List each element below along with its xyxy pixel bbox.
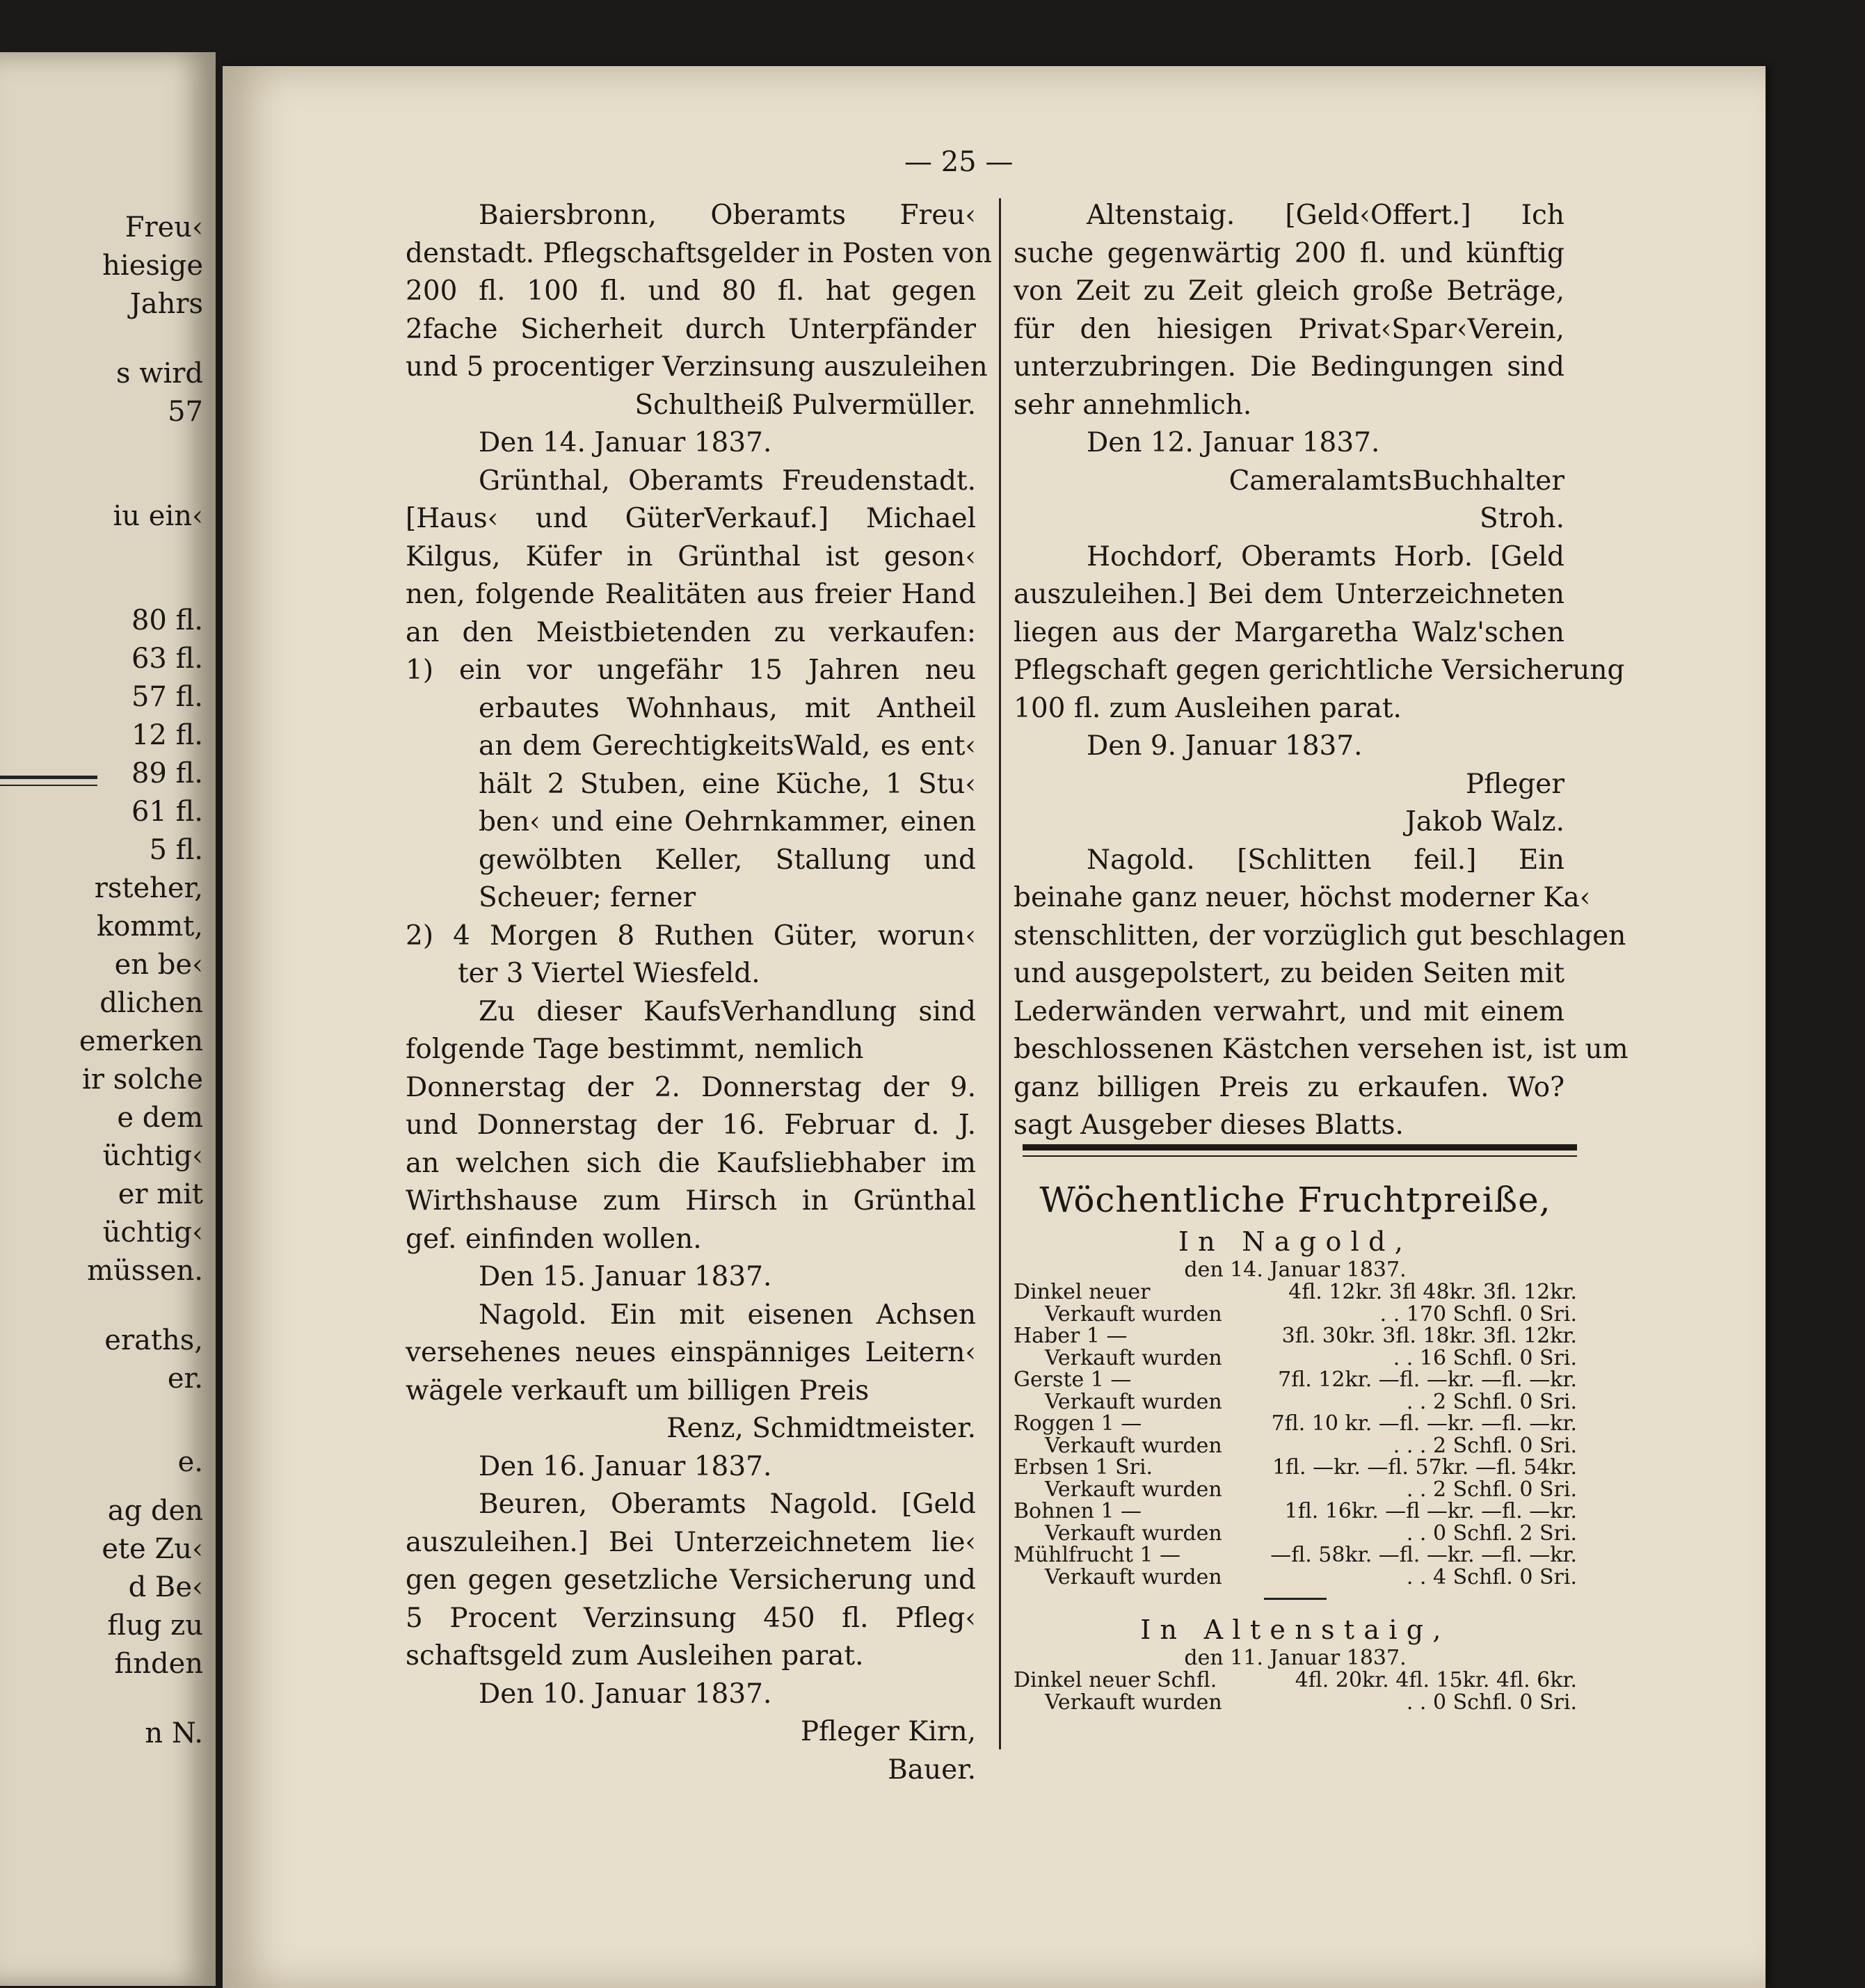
price-row-value: . . . 2 Schfl. 0 Sri. (1393, 1433, 1577, 1458)
text-line: an den Meistbietenden zu verkaufen: (406, 616, 976, 648)
text-line: suche gegenwärtig 200 fl. und künftig (1014, 237, 1564, 269)
left-fragment-line: en be‹ (114, 949, 203, 981)
prices-separator (1264, 1598, 1327, 1600)
price-row (1014, 1281, 1577, 1304)
price-row-label: Verkauft wurden (1045, 1564, 1222, 1589)
text-line: hält 2 Stuben, eine Küche, 1 Stu‹ (479, 768, 976, 800)
text-line: Den 10. Januar 1837. (479, 1678, 772, 1710)
price-row (1014, 1544, 1577, 1566)
price-row-label: Verkauft wurden (1045, 1301, 1222, 1326)
price-row (1014, 1369, 1577, 1391)
text-line: Jakob Walz. (1405, 806, 1564, 837)
left-page-rule (0, 776, 97, 779)
left-fragment-line: d Be‹ (128, 1571, 203, 1603)
left-fragment-line: emerken (79, 1025, 203, 1057)
text-line: 100 fl. zum Ausleihen parat. (1014, 692, 1402, 724)
price-row-value: . . 170 Schfl. 0 Sri. (1379, 1301, 1577, 1326)
price-row (1014, 1325, 1577, 1347)
price-row (1014, 1692, 1577, 1714)
text-line: 2fache Sicherheit durch Unterpfänder (406, 313, 976, 345)
left-fragment-line: finden (114, 1648, 203, 1680)
price-row-label: Mühlfrucht 1 — (1014, 1543, 1181, 1567)
prices-place-nagold: In Nagold, (1178, 1226, 1413, 1257)
price-row-value: . . 16 Schfl. 0 Sri. (1393, 1345, 1577, 1370)
price-row (1014, 1479, 1577, 1501)
prices-title: Wöchentliche Fruchtpreiße, (1039, 1180, 1551, 1220)
price-row-label: Haber 1 — (1014, 1324, 1128, 1348)
text-line: Wirthshause zum Hirsch in Grünthal (406, 1185, 976, 1217)
left-fragment-line: rsteher, (94, 872, 203, 904)
price-row-value: . . 0 Schfl. 2 Sri. (1406, 1521, 1577, 1546)
left-fragment-line: ete Zu‹ (102, 1533, 203, 1565)
price-row (1014, 1566, 1577, 1589)
column-right (1014, 197, 1628, 1145)
text-line: Scheuer; ferner (479, 882, 696, 913)
text-line: und Donnerstag der 16. Februar d. J. (406, 1109, 976, 1141)
text-line: Altenstaig. [Geld‹Offert.] Ich (1087, 200, 1564, 231)
price-row-value: 1fl. —kr. —fl. 57kr. —fl. 54kr. (1272, 1455, 1577, 1480)
text-line: Beuren, Oberamts Nagold. [Geld (479, 1489, 976, 1520)
price-row (1014, 1391, 1577, 1413)
text-line: Nagold. Ein mit eisenen Achsen (479, 1299, 976, 1331)
text-line: Den 9. Januar 1837. (1087, 730, 1363, 762)
text-line: sagt Ausgeber dieses Blatts. (1014, 1109, 1404, 1141)
text-line: nen, folgende Realitäten aus freier Hand (406, 579, 976, 610)
text-line: denstadt. Pflegschaftsgelder in Posten von (406, 237, 992, 269)
text-line: stenschlitten, der vorzüglich gut beschlagen (1014, 920, 1626, 952)
text-line: für den hiesigen Privat‹Spar‹Verein, (1014, 313, 1564, 345)
text-line: Stroh. (1479, 503, 1564, 534)
left-fragment-line: ir solche (82, 1064, 203, 1096)
left-fragment-line: iu ein‹ (113, 500, 203, 532)
prices-date-altenstaig: den 11. Januar 1837. (1184, 1646, 1407, 1670)
left-page-fragment (0, 52, 216, 1986)
text-line: beschlossenen Kästchen versehen ist, ist um (1014, 1034, 1628, 1065)
price-row-value: 7fl. 12kr. —fl. —kr. —fl. —kr. (1278, 1368, 1577, 1392)
price-row (1014, 1669, 1577, 1692)
left-fragment-line: 89 fl. (131, 757, 203, 789)
text-line: erbautes Wohnhaus, mit Antheil (479, 692, 976, 724)
left-fragment-line: 61 fl. (131, 796, 203, 828)
price-row (1014, 1500, 1577, 1523)
text-line: versehenes neues einspänniges Leitern‹ (406, 1337, 976, 1368)
prices-rows-nagold (1014, 1281, 1577, 1588)
price-row (1014, 1523, 1577, 1545)
price-row-label: Verkauft wurden (1045, 1477, 1222, 1502)
text-line: ben‹ und eine Oehrnkammer, einen (479, 806, 976, 837)
left-fragment-line: 12 fl. (131, 719, 203, 751)
left-fragment-line: eraths, (104, 1324, 203, 1356)
grain-price-table (1014, 1176, 1577, 1713)
text-line: Pfleger (1465, 768, 1564, 800)
text-line: Pfleger Kirn, (800, 1716, 976, 1747)
price-row-label: Verkauft wurden (1045, 1521, 1222, 1546)
text-line: auszuleihen.] Bei Unterzeichnetem lie‹ (406, 1526, 976, 1558)
text-line: schaftsgeld zum Ausleihen parat. (406, 1640, 864, 1672)
text-line: folgende Tage bestimmt, nemlich (406, 1034, 864, 1065)
left-fragment-line: s wird (116, 358, 203, 390)
price-row-label: Erbsen 1 Sri. (1014, 1455, 1153, 1480)
text-line: [Haus‹ und GüterVerkauf.] Michael (406, 503, 976, 534)
price-row-label: Dinkel neuer Schfl. (1014, 1668, 1217, 1692)
price-row-value: . . 4 Schfl. 0 Sri. (1406, 1564, 1577, 1589)
price-row-label: Gerste 1 — (1014, 1368, 1132, 1392)
left-fragment-line: flug zu (107, 1610, 203, 1642)
text-line: Kilgus, Küfer in Grünthal ist geson‹ (406, 540, 976, 572)
text-line: Bauer. (888, 1754, 976, 1786)
price-row-label: Verkauft wurden (1045, 1433, 1222, 1458)
text-line: an dem GerechtigkeitsWald, es ent‹ (479, 730, 976, 762)
left-fragment-line: Jahrs (129, 288, 203, 320)
price-row-value: —fl. 58kr. —fl. —kr. —fl. —kr. (1270, 1543, 1577, 1567)
left-fragment-line: er mit (118, 1178, 203, 1210)
prices-rows-altenstaig (1014, 1669, 1577, 1713)
prices-place-altenstaig: In Altenstaig, (1140, 1614, 1450, 1645)
text-line: Nagold. [Schlitten feil.] Ein (1087, 844, 1564, 876)
text-line: beinahe ganz neuer, höchst moderner Ka‹ (1014, 882, 1591, 913)
left-fragment-line: e dem (117, 1102, 203, 1134)
left-fragment-line: 80 fl. (131, 604, 203, 636)
price-row-value: . . 0 Schfl. 0 Sri. (1406, 1690, 1577, 1715)
price-row-value: 7fl. 10 kr. —fl. —kr. —fl. —kr. (1271, 1411, 1577, 1436)
prices-date-nagold: den 14. Januar 1837. (1184, 1258, 1407, 1282)
text-line: und 5 procentiger Verzinsung auszuleihen (406, 351, 988, 383)
text-line: 1) ein vor ungefähr 15 Jahren neu (406, 655, 976, 686)
price-row-value: . . 2 Schfl. 0 Sri. (1406, 1389, 1577, 1414)
section-rule (1023, 1144, 1577, 1151)
text-line: Hochdorf, Oberamts Horb. [Geld (1087, 540, 1564, 572)
text-line: Den 12. Januar 1837. (1087, 427, 1380, 458)
price-row-value: . . 2 Schfl. 0 Sri. (1406, 1477, 1577, 1502)
left-fragment-line: n N. (145, 1717, 203, 1749)
left-fragment-line: müssen. (87, 1255, 203, 1287)
price-row-value: 4fl. 12kr. 3fl 48kr. 3fl. 12kr. (1288, 1280, 1577, 1304)
text-line: 2) 4 Morgen 8 Ruthen Güter, worun‹ (406, 920, 976, 952)
left-fragment-line: hiesige (102, 250, 203, 282)
left-fragment-line: Freu‹ (125, 211, 203, 243)
text-line: 200 fl. 100 fl. und 80 fl. hat gegen (406, 275, 976, 307)
text-line: gef. einfinden wollen. (406, 1223, 702, 1255)
text-line: ganz billigen Preis zu erkaufen. Wo? (1014, 1071, 1564, 1103)
left-fragment-line: 57 (168, 396, 203, 428)
text-line: gewölbten Keller, Stallung und (479, 844, 976, 876)
text-line: Baiersbronn, Oberamts Freu‹ (479, 200, 976, 231)
price-row (1014, 1347, 1577, 1370)
text-line: von Zeit zu Zeit gleich große Beträge, (1014, 275, 1564, 307)
left-fragment-line: üchtig‹ (102, 1140, 203, 1172)
text-line: Donnerstag der 2. Donnerstag der 9. (406, 1071, 976, 1103)
left-fragment-line: üchtig‹ (102, 1217, 203, 1249)
left-fragment-line: kommt, (97, 911, 203, 943)
text-line: an welchen sich die Kaufsliebhaber im (406, 1147, 976, 1179)
left-fragment-line: e. (177, 1446, 203, 1478)
left-fragment-line: er. (167, 1363, 203, 1395)
column-divider (999, 198, 1001, 1749)
text-line: CameralamtsBuchhalter (1228, 465, 1564, 497)
price-row (1014, 1457, 1577, 1479)
left-fragment-line: 5 fl. (149, 834, 203, 866)
left-fragment-line: dlichen (99, 987, 203, 1019)
price-row-value: 3fl. 30kr. 3fl. 18kr. 3fl. 12kr. (1281, 1324, 1577, 1348)
text-line: liegen aus der Margaretha Walz'schen (1014, 616, 1564, 648)
column-left (406, 197, 992, 1789)
price-row-value: 4fl. 20kr. 4fl. 15kr. 4fl. 6kr. (1295, 1668, 1577, 1692)
left-page-rule-thin (0, 785, 97, 786)
text-line: ter 3 Viertel Wiesfeld. (458, 958, 760, 989)
left-fragment-line: ag den (107, 1495, 203, 1527)
text-line: gen gegen gesetzliche Versicherung und (406, 1564, 976, 1596)
price-row (1014, 1301, 1577, 1326)
left-fragment-line: 63 fl. (131, 643, 203, 675)
text-line: Pflegschaft gegen gerichtliche Versicherung (1014, 655, 1625, 686)
page-number: — 25 — (904, 146, 1014, 178)
section-rule-thin (1023, 1155, 1577, 1157)
text-line: 5 Procent Verzinsung 450 fl. Pfleg‹ (406, 1602, 976, 1634)
text-line: wägele verkauft um billigen Preis (406, 1374, 870, 1406)
text-line: Renz, Schmidtmeister. (666, 1413, 976, 1444)
text-line: unterzubringen. Die Bedingungen sind (1014, 351, 1564, 383)
left-fragment-line: 57 fl. (131, 681, 203, 713)
price-row-label: Dinkel neuer (1014, 1280, 1151, 1304)
price-row-label: Verkauft wurden (1045, 1345, 1222, 1370)
text-line: auszuleihen.] Bei dem Unterzeichneten (1014, 579, 1564, 610)
text-line: und ausgepolstert, zu beiden Seiten mit (1014, 958, 1564, 989)
text-line: Den 16. Januar 1837. (479, 1450, 772, 1482)
price-row (1014, 1413, 1577, 1435)
price-row-label: Roggen 1 — (1014, 1411, 1142, 1436)
price-row-label: Verkauft wurden (1045, 1690, 1222, 1715)
price-row-label: Verkauft wurden (1045, 1389, 1222, 1414)
price-row-label: Bohnen 1 — (1014, 1499, 1142, 1523)
price-row (1014, 1435, 1577, 1457)
text-line: Lederwänden verwahrt, und mit einem (1014, 995, 1564, 1027)
text-line: sehr annehmlich. (1014, 389, 1252, 421)
text-line: Schultheiß Pulvermüller. (634, 389, 976, 421)
price-row-value: 1fl. 16kr. —fl —kr. —fl. —kr. (1284, 1499, 1577, 1523)
text-line: Den 15. Januar 1837. (479, 1261, 772, 1292)
text-line: Zu dieser KaufsVerhandlung sind (479, 995, 976, 1027)
text-line: Grünthal, Oberamts Freudenstadt. (479, 465, 976, 497)
text-line: Den 14. Januar 1837. (479, 427, 772, 458)
